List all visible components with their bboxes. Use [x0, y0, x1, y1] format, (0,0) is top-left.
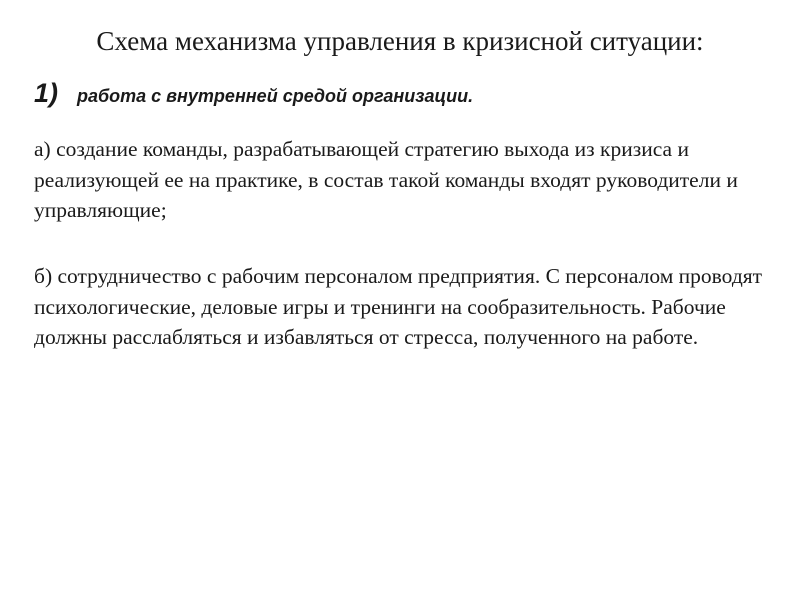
paragraph-b: б) сотрудничество с рабочим персоналом предприятия. С персоналом проводят психологические, деловые игры и тренинги на сообразительность. Рабочие должны расслабляться и избавляться от стресса, полученного на работе.: [34, 264, 763, 349]
slide-title: Схема механизма управления в кризисной ситуации:: [96, 26, 704, 56]
section-heading-text: работа с внутренней средой организации.: [77, 86, 474, 106]
paragraph-a: а) создание команды, разрабатывающей стратегию выхода из кризиса и реализующей ее на практике, в состав такой команды входят руководители и управляющие;: [34, 137, 738, 222]
section-number: 1): [34, 78, 59, 108]
section-heading: [34, 76, 473, 113]
